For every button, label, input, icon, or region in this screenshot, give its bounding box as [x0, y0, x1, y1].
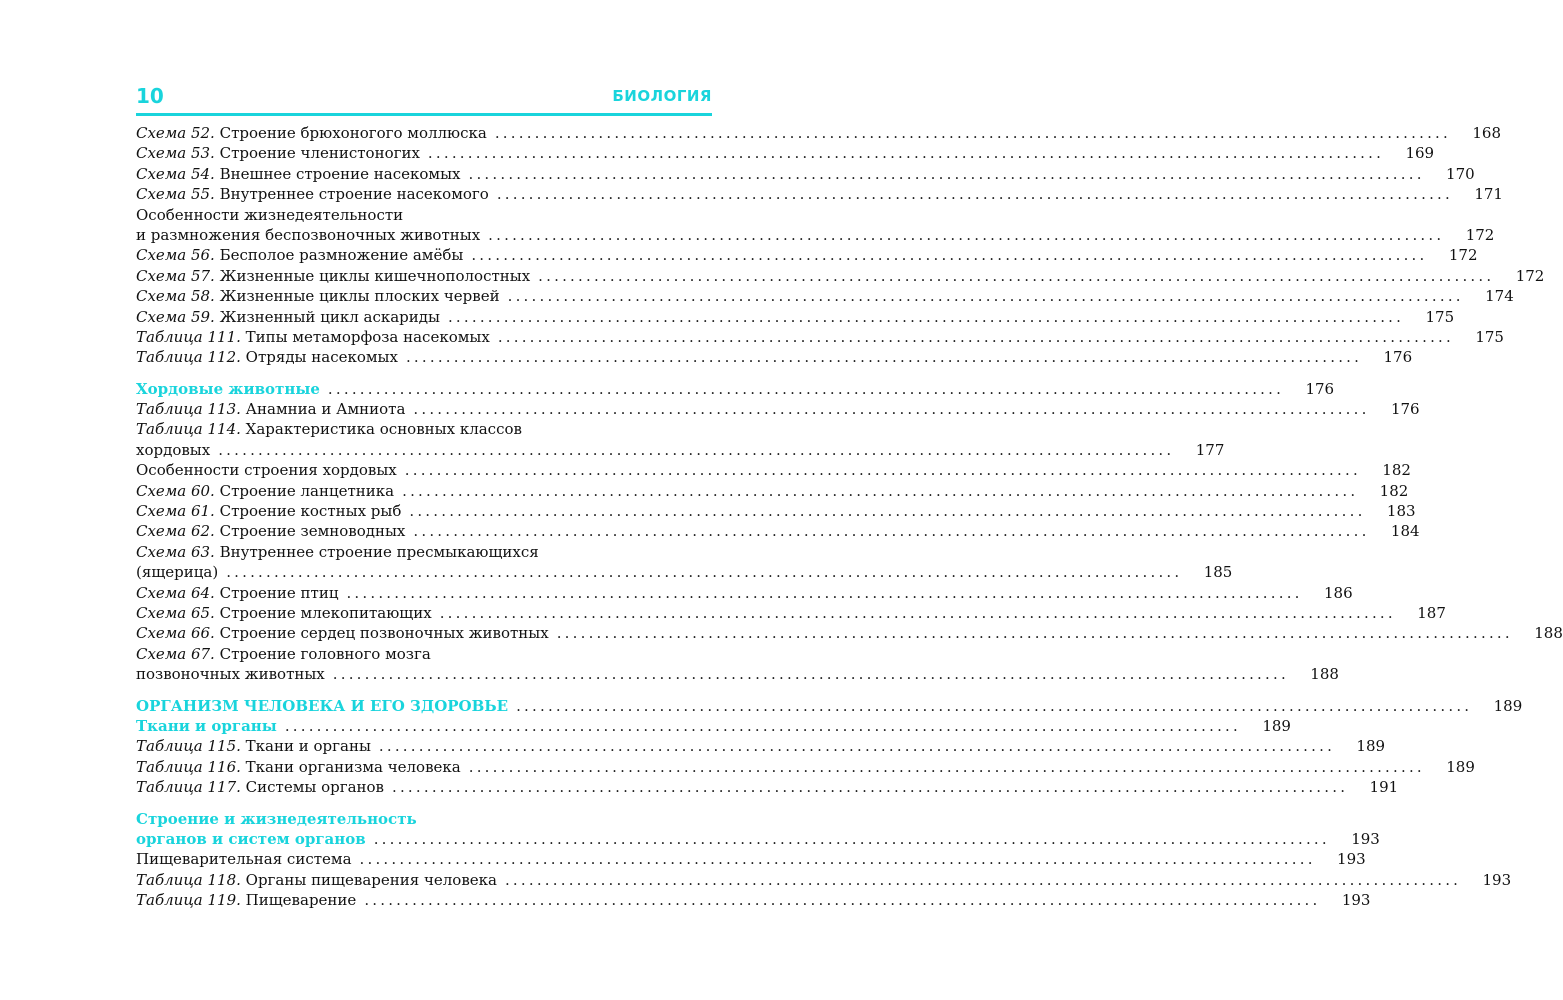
toc-page-number: 176 — [1305, 379, 1335, 398]
toc-entry-type: Таблица 115. — [136, 737, 241, 756]
toc-entry — [136, 664, 1339, 684]
toc-entry-type: Схема 64. — [136, 583, 215, 602]
toc-page-number: 188 — [1534, 624, 1563, 643]
toc-page-number: 193 — [1482, 870, 1512, 889]
toc-entry-label — [136, 399, 405, 419]
toc-entry-label — [136, 164, 461, 184]
toc-entry — [136, 266, 1545, 286]
toc-entry-label — [136, 870, 497, 890]
toc-entry-type: Таблица 114. — [136, 420, 241, 439]
toc-entry-type: Схема 62. — [136, 522, 215, 541]
toc-entry — [136, 164, 1475, 184]
toc-entry-type: Схема 53. — [136, 144, 215, 163]
toc-entry-label — [136, 736, 371, 756]
dot-leader: ........................................................................................................................ — [494, 124, 1451, 142]
toc-entry — [136, 481, 1409, 501]
dot-leader: ........................................................................................................................ — [538, 266, 1495, 285]
toc-entry-label — [136, 143, 420, 163]
toc-entry-title: хордовых — [136, 440, 211, 459]
toc-entry-label — [136, 809, 417, 829]
toc-entry-label — [136, 460, 397, 480]
header-rule — [136, 113, 712, 116]
toc-entry-label — [136, 696, 508, 716]
toc-entry-label — [136, 603, 432, 623]
toc-page-number: 177 — [1195, 440, 1225, 459]
toc-page-number: 193 — [1337, 850, 1366, 869]
toc-entry-label — [136, 205, 403, 225]
table-of-contents — [136, 123, 1563, 910]
toc-page-number: 168 — [1472, 124, 1501, 142]
toc-page-number: 187 — [1417, 603, 1446, 622]
toc-entry — [136, 583, 1353, 603]
toc-entry-title: Строение земноводных — [214, 522, 406, 541]
toc-page-number: 174 — [1485, 287, 1514, 306]
toc-entry-title: Типы метаморфоза насекомых — [240, 327, 490, 346]
toc-entry — [136, 521, 1420, 541]
toc-entry-title: Особенности строения хордовых — [136, 461, 397, 480]
toc-entry-label — [136, 327, 490, 347]
dot-leader: ........................................................................................................................ — [226, 563, 1183, 582]
toc-entry-label — [136, 623, 549, 643]
toc-entry — [136, 327, 1504, 347]
toc-section-heading — [136, 829, 1380, 849]
toc-entry-type: Таблица 111. — [136, 327, 241, 346]
toc-page-number: 182 — [1379, 481, 1409, 500]
toc-entry — [136, 736, 1386, 756]
toc-entry-title: Пищеварение — [240, 891, 357, 910]
toc-entry-title: Строение сердец позвоночных животных — [214, 624, 549, 643]
toc-page-number: 171 — [1474, 185, 1503, 204]
toc-entry-title: Внутреннее строение насекомого — [214, 185, 489, 204]
toc-entry-type: Схема 57. — [136, 266, 215, 285]
toc-entry-title: Ткани и органы — [136, 716, 277, 735]
toc-page-number: 193 — [1341, 891, 1371, 910]
toc-entry-title: Жизненные циклы плоских червей — [214, 287, 500, 306]
dot-leader: ........................................................................................................................ — [327, 379, 1285, 398]
toc-entry-label — [136, 123, 487, 143]
toc-page-number: 175 — [1475, 327, 1504, 346]
toc-entry-label — [136, 664, 325, 684]
dot-leader: ........................................................................................................................ — [468, 164, 1425, 183]
toc-entry-title: (ящерица) — [136, 563, 219, 582]
toc-entry-label — [136, 562, 218, 582]
toc-entry-title: Отряды насекомых — [240, 348, 398, 367]
toc-entry-type: Таблица 117. — [136, 778, 241, 797]
toc-page-number: 189 — [1262, 716, 1291, 735]
page-number: 10 — [136, 84, 164, 108]
toc-entry-label — [136, 829, 366, 849]
dot-leader: ........................................................................................................................ — [409, 502, 1366, 521]
dot-leader: ........................................................................................................................ — [373, 829, 1330, 848]
toc-entry-title: органов и систем органов — [136, 829, 366, 848]
dot-leader: ........................................................................................................................ — [507, 287, 1464, 306]
toc-entry-title: Строение и жизнедеятельность — [136, 809, 417, 828]
toc-page-number: 193 — [1351, 829, 1380, 848]
toc-entry-title: и размножения беспозвоночных животных — [136, 225, 481, 244]
toc-entry-title: Органы пищеварения человека — [240, 870, 497, 889]
toc-entry-title: ОРГАНИЗМ ЧЕЛОВЕКА И ЕГО ЗДОРОВЬЕ — [136, 696, 509, 715]
toc-entry-label — [136, 481, 394, 501]
dot-leader: ........................................................................................................................ — [496, 185, 1453, 204]
toc-entry — [136, 849, 1366, 869]
toc-page-number: 176 — [1383, 348, 1413, 367]
toc-page-number: 184 — [1390, 522, 1420, 541]
dot-leader: ........................................................................................................................ — [427, 144, 1385, 163]
toc-entry-label — [136, 245, 463, 265]
toc-entry-type: Таблица 118. — [136, 870, 241, 889]
toc-page-number: 172 — [1465, 225, 1495, 244]
toc-entry-title: Пищеварительная система — [136, 850, 352, 869]
toc-section-heading — [136, 809, 712, 829]
toc-entry-title: Жизненный цикл аскариды — [214, 307, 440, 326]
dot-leader: ........................................................................................................................ — [359, 850, 1316, 869]
toc-entry — [136, 562, 1233, 582]
toc-entry-label — [136, 890, 356, 910]
toc-entry-type: Схема 59. — [136, 307, 215, 326]
dot-leader: ........................................................................................................................ — [218, 440, 1175, 459]
dot-leader: ........................................................................................................................ — [405, 348, 1363, 367]
dot-leader: ........................................................................................................................ — [488, 225, 1445, 244]
toc-entry-type: Схема 52. — [136, 124, 215, 142]
toc-page-number: 183 — [1386, 502, 1416, 521]
toc-entry-type: Таблица 119. — [136, 891, 241, 910]
dot-leader: ........................................................................................................................ — [364, 891, 1321, 910]
toc-entry-title: Строение костных рыб — [214, 502, 402, 521]
toc-page-number: 189 — [1356, 737, 1386, 756]
toc-entry — [136, 307, 1455, 327]
toc-entry-label — [136, 266, 530, 286]
dot-leader: ........................................................................................................................ — [447, 307, 1405, 326]
toc-section-heading — [136, 379, 1335, 399]
dot-leader: ........................................................................................................................ — [332, 665, 1289, 684]
toc-entry — [136, 890, 1371, 910]
toc-entry-label — [136, 542, 539, 562]
dot-leader: ........................................................................................................................ — [413, 400, 1370, 419]
toc-entry-type: Схема 60. — [136, 481, 215, 500]
toc-page-number: 175 — [1425, 307, 1455, 326]
toc-page-number: 172 — [1448, 246, 1478, 265]
toc-section-heading — [136, 716, 1291, 736]
dot-leader: ........................................................................................................................ — [284, 716, 1241, 735]
toc-entry — [136, 419, 712, 439]
toc-entry-title: Строение птиц — [214, 583, 339, 602]
toc-page-number: 191 — [1369, 778, 1399, 797]
toc-entry-label — [136, 521, 405, 541]
toc-entry — [136, 777, 1399, 797]
toc-entry-label — [136, 440, 210, 460]
running-title: БИОЛОГИЯ — [612, 87, 712, 105]
toc-entry-label — [136, 849, 352, 869]
dot-leader: ........................................................................................................................ — [378, 737, 1336, 756]
toc-entry-label — [136, 501, 401, 521]
toc-entry — [136, 143, 1435, 163]
toc-page-number: 172 — [1515, 266, 1545, 285]
toc-entry-type: Схема 58. — [136, 287, 215, 306]
dot-leader: ........................................................................................................................ — [468, 757, 1425, 776]
toc-page-number: 169 — [1405, 144, 1435, 163]
toc-page-number: 182 — [1382, 461, 1411, 480]
toc-entry-type: Схема 56. — [136, 246, 215, 265]
toc-entry — [136, 123, 1501, 143]
toc-entry — [136, 757, 1475, 777]
toc-entry-type: Таблица 116. — [136, 757, 241, 776]
toc-entry-type: Таблица 113. — [136, 400, 241, 419]
dot-leader: ........................................................................................................................ — [497, 327, 1454, 346]
toc-entry — [136, 205, 712, 225]
page-header — [136, 84, 712, 108]
toc-entry-title: Жизненные циклы кишечнополостных — [214, 266, 531, 285]
toc-entry-title: Строение головного мозга — [214, 644, 431, 663]
toc-entry — [136, 225, 1495, 245]
toc-entry-title: Характеристика основных классов — [240, 420, 522, 439]
toc-entry-type: Схема 63. — [136, 542, 215, 561]
toc-entry — [136, 286, 1514, 306]
toc-entry-label — [136, 644, 431, 664]
dot-leader: ........................................................................................................................ — [439, 603, 1396, 622]
toc-entry-label — [136, 757, 461, 777]
toc-page-number: 186 — [1324, 583, 1353, 602]
toc-entry-type: Схема 61. — [136, 502, 215, 521]
toc-entry — [136, 440, 1225, 460]
toc-entry — [136, 399, 1420, 419]
toc-entry-title: Хордовые животные — [136, 379, 320, 398]
dot-leader: ........................................................................................................................ — [471, 246, 1428, 265]
dot-leader: ........................................................................................................................ — [402, 481, 1359, 500]
dot-leader: ........................................................................................................................ — [392, 778, 1349, 797]
toc-entry-type: Схема 66. — [136, 624, 215, 643]
toc-entry-title: Ткани организма человека — [240, 757, 461, 776]
dot-leader: ........................................................................................................................ — [504, 870, 1462, 889]
dot-leader: ........................................................................................................................ — [516, 696, 1473, 715]
toc-entry-title: Бесполое размножение амёбы — [214, 246, 464, 265]
toc-entry — [136, 870, 1512, 890]
toc-entry-label — [136, 286, 500, 306]
toc-entry-title: Строение брюхоногого моллюска — [214, 124, 487, 142]
dot-leader: ........................................................................................................................ — [404, 461, 1361, 480]
toc-entry-type: Схема 65. — [136, 603, 215, 622]
toc-entry-title: Особенности жизнедеятельности — [136, 205, 404, 224]
toc-entry — [136, 460, 1411, 480]
toc-page-number: 188 — [1310, 665, 1339, 684]
toc-entry — [136, 501, 1416, 521]
toc-entry — [136, 542, 712, 562]
toc-entry-label — [136, 307, 440, 327]
toc-entry-label — [136, 583, 338, 603]
toc-entry — [136, 623, 1563, 643]
toc-entry — [136, 644, 712, 664]
toc-entry-title: позвоночных животных — [136, 665, 325, 684]
toc-entry-label — [136, 419, 522, 439]
dot-leader: ........................................................................................................................ — [346, 583, 1303, 602]
toc-entry-type: Таблица 112. — [136, 348, 241, 367]
toc-entry-title: Внутреннее строение пресмыкающихся — [214, 542, 539, 561]
toc-page-number: 189 — [1446, 757, 1475, 776]
toc-entry-title: Системы органов — [240, 778, 384, 797]
toc-entry-title: Строение членистоногих — [214, 144, 420, 163]
toc-entry-type: Схема 54. — [136, 164, 215, 183]
toc-entry-title: Строение млекопитающих — [214, 603, 432, 622]
toc-entry-label — [136, 379, 320, 399]
toc-entry-type: Схема 55. — [136, 185, 215, 204]
toc-entry — [136, 184, 1503, 204]
toc-entry-type: Схема 67. — [136, 644, 215, 663]
toc-page-number: 189 — [1493, 696, 1523, 715]
toc-entry-label — [136, 184, 489, 204]
toc-page-number: 176 — [1390, 400, 1420, 419]
toc-entry-title: Внешнее строение насекомых — [214, 164, 461, 183]
toc-entry-title: Анамниа и Амниота — [240, 400, 406, 419]
toc-entry-title: Строение ланцетника — [214, 481, 395, 500]
toc-entry-label — [136, 777, 384, 797]
toc-entry-label — [136, 347, 398, 367]
toc-entry — [136, 603, 1446, 623]
toc-entry-title: Ткани и органы — [240, 737, 371, 756]
dot-leader: ........................................................................................................................ — [413, 522, 1370, 541]
toc-entry — [136, 245, 1478, 265]
toc-entry-label — [136, 716, 277, 736]
toc-section-heading — [136, 696, 1523, 716]
dot-leader: ........................................................................................................................ — [556, 624, 1513, 643]
toc-page-number: 185 — [1203, 563, 1233, 582]
toc-entry — [136, 347, 1413, 367]
toc-page-number: 170 — [1446, 164, 1475, 183]
toc-entry-label — [136, 225, 480, 245]
